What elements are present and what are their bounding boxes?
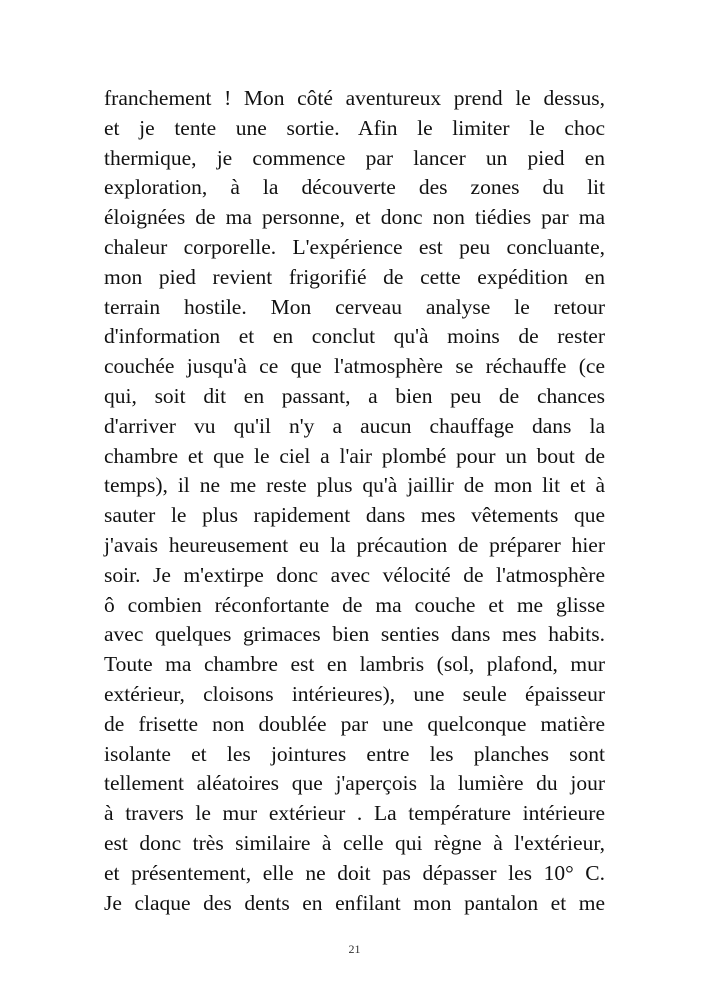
text-line: terrain hostile. Mon cerveau analyse le retour <box>104 294 605 319</box>
text-line: qui, soit dit en passant, a bien peu de chances <box>104 383 605 408</box>
page-number: 21 <box>348 942 361 956</box>
text-line: Je claque des dents en enfilant mon pantalon et me <box>104 890 605 915</box>
text-line: temps), il ne me reste plus qu'à jaillir de mon lit et à <box>104 473 605 498</box>
text-line: couchée jusqu'à ce que l'atmosphère se réchauffe (ce <box>104 354 605 379</box>
text-line: ô combien réconfortante de ma couche et me glisse <box>104 592 605 617</box>
text-line: à travers le mur extérieur . La température intérieure <box>104 801 605 826</box>
text-line: tellement aléatoires que j'aperçois la lumière du jour <box>104 771 605 796</box>
text-line: j'avais heureusement eu la précaution de préparer hier <box>104 532 605 557</box>
text-line: est donc très similaire à celle qui règne à l'extérieur, <box>104 830 605 855</box>
text-line: chaleur corporelle. L'expérience est peu concluante, <box>104 234 605 259</box>
text-line: avec quelques grimaces bien senties dans mes habits. <box>104 622 605 647</box>
text-line: sauter le plus rapidement dans mes vêtements que <box>104 503 605 528</box>
text-line: chambre et que le ciel a l'air plombé pour un bout de <box>104 443 605 468</box>
text-line: Toute ma chambre est en lambris (sol, plafond, mur <box>104 652 605 677</box>
text-line: thermique, je commence par lancer un pied en <box>104 145 605 170</box>
text-line: soir. Je m'extirpe donc avec vélocité de l'atmosphère <box>104 562 605 587</box>
text-line: et je tente une sortie. Afin le limiter le choc <box>104 115 605 140</box>
text-line: d'information et en conclut qu'à moins de rester <box>104 324 605 349</box>
text-line: éloignées de ma personne, et donc non tiédies par ma <box>104 205 605 230</box>
text-line: franchement ! Mon côté aventureux prend le dessus, <box>104 86 605 110</box>
text-line: mon pied revient frigorifié de cette expédition en <box>104 264 605 289</box>
body-text <box>104 84 605 918</box>
text-line: et présentement, elle ne doit pas dépasser les 10° C. <box>104 860 605 885</box>
text-line: de frisette non doublée par une quelconque matière <box>104 711 605 736</box>
text-line: extérieur, cloisons intérieures), une seule épaisseur <box>104 681 605 706</box>
text-line: isolante et les jointures entre les planches sont <box>104 741 605 766</box>
text-line: d'arriver vu qu'il n'y a aucun chauffage dans la <box>104 413 605 438</box>
text-line: exploration, à la découverte des zones du lit <box>104 175 605 200</box>
